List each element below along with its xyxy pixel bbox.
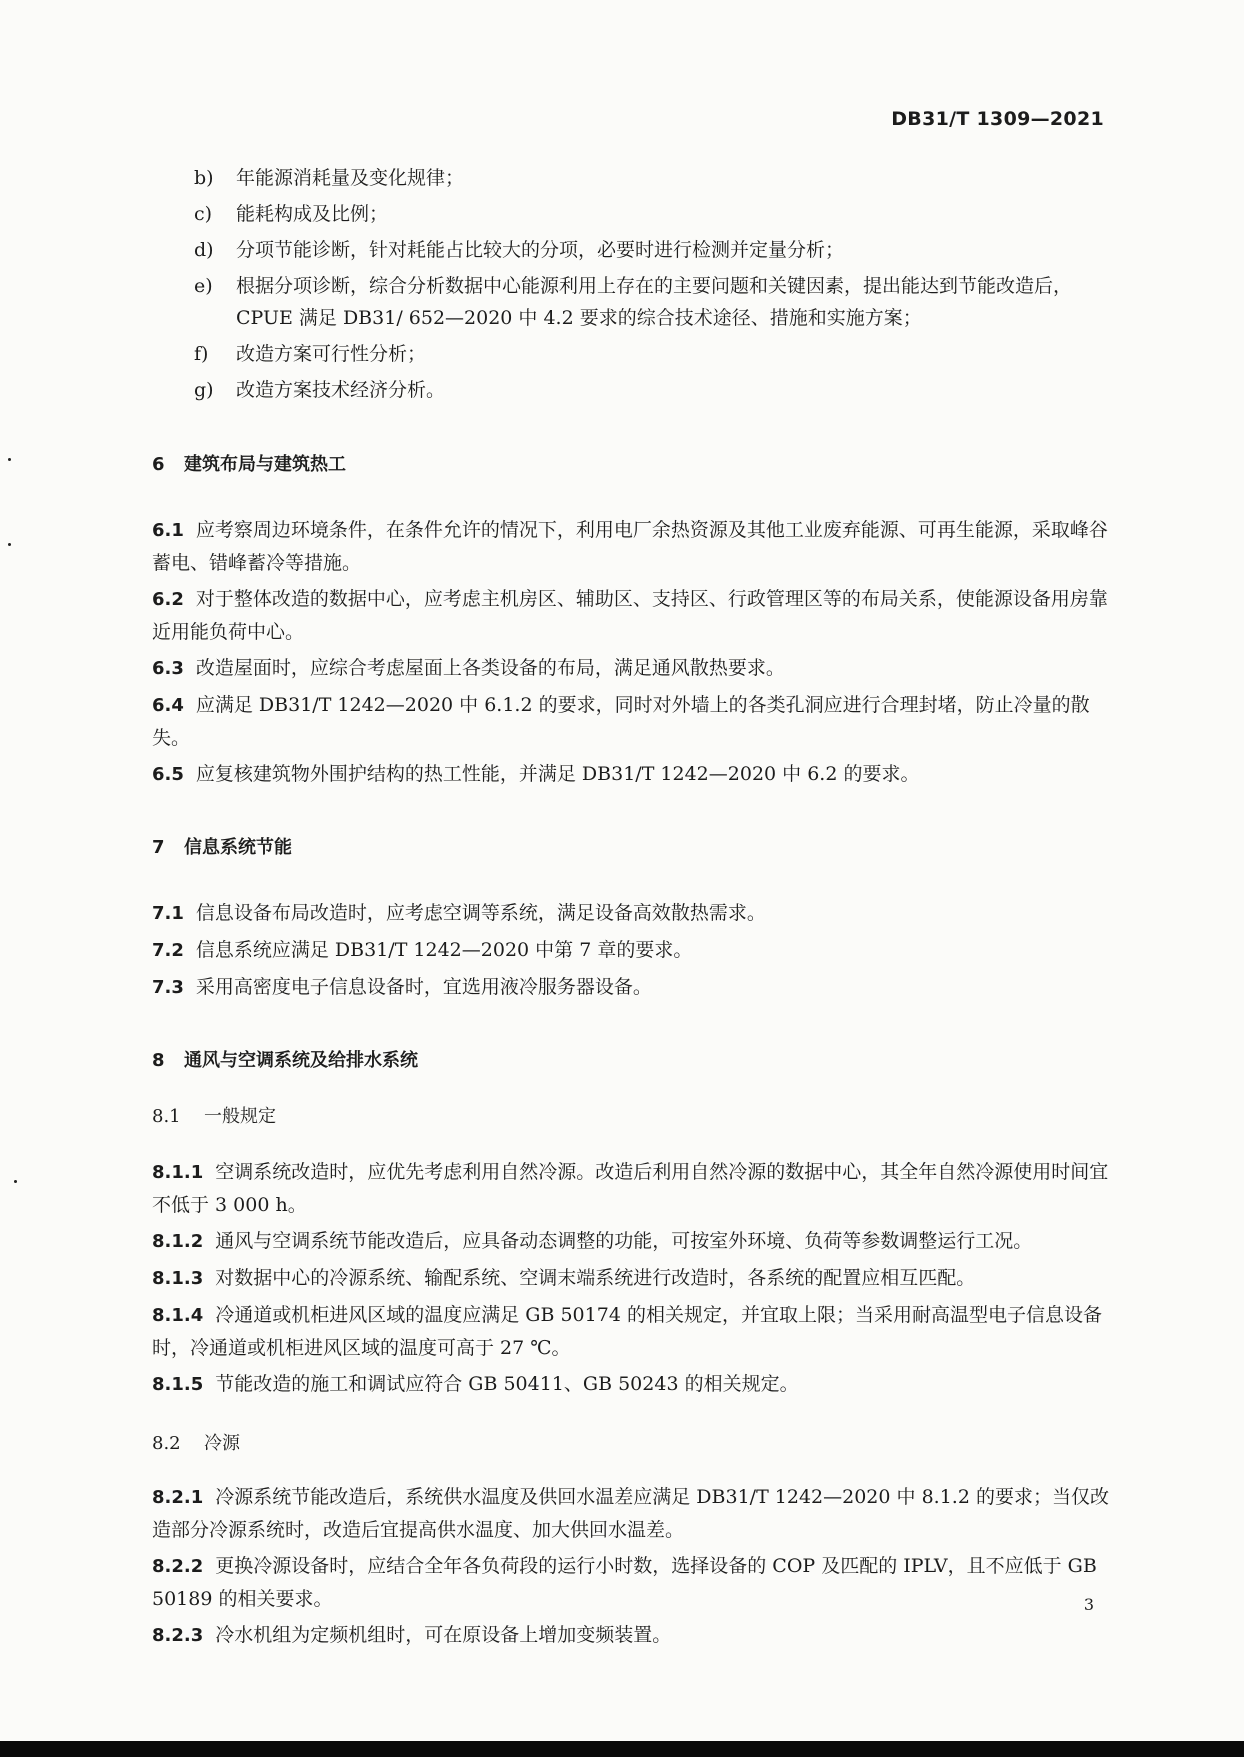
list-label: d)	[194, 239, 214, 261]
clause-text: 冷通道或机柜进风区域的温度应满足 GB 50174 的相关规定，并宜取上限；当采用耐高温型电子信息设备时，冷通道或机柜进风区域的温度可高于 27 ℃。	[152, 1304, 1102, 1359]
clause-text: 通风与空调系统节能改造后，应具备动态调整的功能，可按室外环境、负荷等参数调整运行工况。	[215, 1230, 1033, 1252]
clause-text: 采用高密度电子信息设备时，宜选用液冷服务器设备。	[195, 976, 652, 998]
scan-speck	[8, 458, 11, 461]
section-number: 8	[152, 1050, 165, 1071]
clause-text: 对数据中心的冷源系统、输配系统、空调末端系统进行改造时，各系统的配置应相互匹配。	[215, 1267, 976, 1289]
clause-number: 6.5	[152, 764, 184, 785]
clause	[152, 1368, 1112, 1401]
scan-speck	[14, 1180, 17, 1183]
clause-text: 应考察周边环境条件，在条件允许的情况下，利用电厂余热资源及其他工业废弃能源、可再生能源，采取峰谷蓄电、错峰蓄冷等措施。	[152, 519, 1108, 574]
clause	[152, 1156, 1112, 1221]
list-text: 分项节能诊断，针对耗能占比较大的分项，必要时进行检测并定量分析；	[236, 239, 845, 261]
clause-number: 7.3	[152, 977, 184, 998]
clause-number: 8.1.1	[152, 1162, 204, 1183]
clause	[152, 971, 1112, 1004]
list-label: f)	[194, 343, 209, 365]
scan-bottom-edge	[0, 1741, 1244, 1757]
requirement-list	[152, 162, 1112, 406]
clause	[152, 897, 1112, 930]
clause-text: 空调系统改造时，应优先考虑利用自然冷源。改造后利用自然冷源的数据中心，其全年自然冷源使用时间宜不低于 3 000 h。	[152, 1161, 1109, 1216]
clause	[152, 1299, 1112, 1364]
clause-text: 对于整体改造的数据中心，应考虑主机房区、辅助区、支持区、行政管理区等的布局关系，使能源设备用房靠近用能负荷中心。	[152, 588, 1108, 643]
clause	[152, 689, 1112, 754]
clause-number: 6.1	[152, 520, 184, 541]
list-item	[152, 162, 1112, 194]
clause-number: 8.2.2	[152, 1556, 204, 1577]
section-title: 通风与空调系统及给排水系统	[184, 1050, 418, 1071]
section-title: 建筑布局与建筑热工	[184, 454, 346, 475]
clause	[152, 1481, 1112, 1546]
clause-text: 更换冷源设备时，应结合全年各负荷段的运行小时数，选择设备的 COP 及匹配的 IPLV，且不应低于 GB 50189 的相关要求。	[152, 1555, 1097, 1610]
list-text: 改造方案技术经济分析。	[236, 379, 446, 401]
clause-text: 冷源系统节能改造后，系统供水温度及供回水温差应满足 DB31/T 1242—2020 中 8.1.2 的要求；当仅改造部分冷源系统时，改造后宜提高供水温度、加大供回水温差。	[152, 1486, 1109, 1541]
list-text: 能耗构成及比例；	[236, 203, 389, 225]
clause-text: 冷水机组为定频机组时，可在原设备上增加变频装置。	[215, 1624, 672, 1646]
scan-speck	[8, 543, 11, 546]
clause-text: 信息系统应满足 DB31/T 1242—2020 中第 7 章的要求。	[195, 939, 693, 961]
clause-number: 8.1.3	[152, 1268, 204, 1289]
list-label: c)	[194, 203, 213, 225]
list-label: e)	[194, 275, 213, 297]
page-number: 3	[1083, 1595, 1094, 1614]
list-text: 年能源消耗量及变化规律；	[236, 167, 465, 189]
clause	[152, 1550, 1112, 1615]
clause-number: 8.1.4	[152, 1305, 204, 1326]
subsection-number: 8.2	[152, 1433, 181, 1454]
clause-text: 应复核建筑物外围护结构的热工性能，并满足 DB31/T 1242—2020 中 6.2 的要求。	[195, 763, 920, 785]
clause-number: 6.4	[152, 695, 184, 716]
clause-number: 8.2.3	[152, 1625, 204, 1646]
document-code: DB31/T 1309—2021	[891, 108, 1104, 130]
clause	[152, 1225, 1112, 1258]
clause-text: 改造屋面时，应综合考虑屋面上各类设备的布局，满足通风散热要求。	[195, 657, 785, 679]
section-number: 6	[152, 454, 165, 475]
section-title: 信息系统节能	[184, 837, 292, 858]
clause-number: 8.1.5	[152, 1374, 204, 1395]
section-7-heading	[152, 833, 1112, 859]
list-label: g)	[194, 379, 214, 401]
section-6-heading	[152, 450, 1112, 476]
page-content	[152, 162, 1112, 1652]
list-item	[152, 234, 1112, 266]
subsection-title: 一般规定	[204, 1106, 276, 1127]
subsection-8-1-heading	[152, 1102, 1112, 1128]
list-text: 根据分项诊断，综合分析数据中心能源利用上存在的主要问题和关键因素，提出能达到节能改造后，CPUE 满足 DB31/ 652—2020 中 4.2 要求的综合技术途径、措施和实施方案；	[236, 275, 1073, 329]
clause	[152, 934, 1112, 967]
clause-text: 节能改造的施工和调试应符合 GB 50411、GB 50243 的相关规定。	[215, 1373, 799, 1395]
clause-text: 信息设备布局改造时，应考虑空调等系统，满足设备高效散热需求。	[195, 902, 766, 924]
clause	[152, 514, 1112, 579]
clause	[152, 652, 1112, 685]
clause-text: 应满足 DB31/T 1242—2020 中 6.1.2 的要求，同时对外墙上的各类孔洞应进行合理封堵，防止冷量的散失。	[152, 694, 1090, 749]
list-text: 改造方案可行性分析；	[236, 343, 427, 365]
clause-number: 8.1.2	[152, 1231, 204, 1252]
clause-number: 6.2	[152, 589, 184, 610]
clause	[152, 583, 1112, 648]
list-item	[152, 270, 1112, 334]
subsection-title: 冷源	[204, 1433, 240, 1454]
section-8-heading	[152, 1046, 1112, 1072]
list-item	[152, 374, 1112, 406]
clause-number: 8.2.1	[152, 1487, 204, 1508]
subsection-number: 8.1	[152, 1106, 181, 1127]
list-item	[152, 338, 1112, 370]
clause-number: 7.1	[152, 903, 184, 924]
section-number: 7	[152, 837, 165, 858]
list-label: b)	[194, 167, 214, 189]
clause-number: 7.2	[152, 940, 184, 961]
clause	[152, 1619, 1112, 1652]
clause-number: 6.3	[152, 658, 184, 679]
clause	[152, 758, 1112, 791]
clause	[152, 1262, 1112, 1295]
subsection-8-2-heading	[152, 1429, 1112, 1455]
list-item	[152, 198, 1112, 230]
